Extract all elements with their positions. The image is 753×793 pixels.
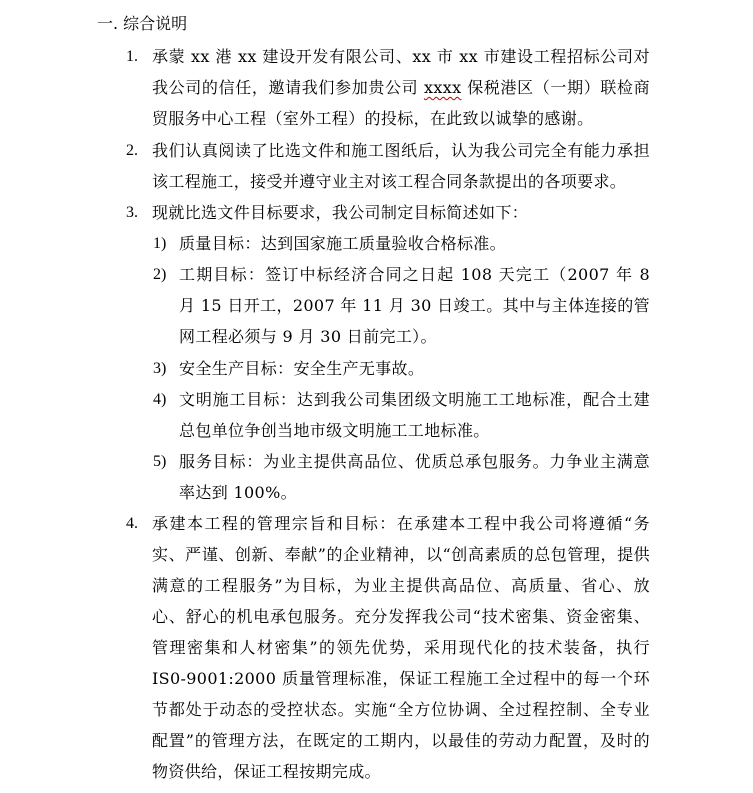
- sub-item-text: 文明施工目标：达到我公司集团级文明施工工地标准，配合土建总包单位争创当地市级文明施工工地标准。: [179, 390, 650, 440]
- sub-item-text: 质量目标：达到国家施工质量验收合格标准。: [179, 234, 507, 253]
- item-text: 现就比选文件目标要求，我公司制定目标简述如下：: [152, 203, 529, 222]
- sub-item-number: 4): [153, 391, 167, 408]
- sub-item-text: 服务目标：为业主提供高品位、优质总承包服务。力争业主满意率达到 100%。: [179, 452, 650, 502]
- sub-item-text: 工期目标：签订中标经济合同之日起 108 天完工（2007 年 8 月 15 日开工，2007 年 11 月 30 日竣工。其中与主体连接的管网工程必须与 9 月 30 日前完工）。: [179, 265, 650, 346]
- sub-item-number: 5): [153, 453, 167, 470]
- sub-item-number: 2): [153, 266, 167, 283]
- item-text: 我们认真阅读了比选文件和施工图纸后，认为我公司完全有能力承担该工程施工，接受并遵守业主对该工程合同条款提出的各项要求。: [152, 141, 650, 191]
- sub-item-number: 3): [153, 360, 167, 377]
- item-number: 3.: [126, 204, 138, 221]
- item-text: 承建本工程的管理宗旨和目标：在承建本工程中我公司将遵循“务实、严谨、创新、奉献”的企业精神，以“创高素质的总包管理，提供满意的工程服务”为目标，为业主提供高品位、高质量、省心、放心、舒心的机电承包服务。充分发挥我公司“技术密集、资金密集、管理密集和人材密集”的领先优势，采用现代化的技术装备，执行 IS0-9001:2000 质量管理标准，保证工程施工全过程中的每一个环节都处于动态的受控状态。实施“全方位协调、全过程控制、全专业配置”的管理方法，在既定的工期内，以最佳的劳动力配置，及时的物资供给，保证工程按期完成。: [152, 514, 650, 781]
- sub-item-text: 安全生产目标：安全生产无事故。: [179, 359, 425, 378]
- section-heading: 一. 综合说明: [97, 14, 188, 33]
- item-number: 4.: [126, 515, 138, 532]
- sub-item-number: 1): [153, 235, 167, 252]
- item-number: 2.: [126, 142, 138, 159]
- item-number: 1.: [126, 48, 138, 65]
- spellcheck-marked-word: xxxx: [424, 78, 462, 97]
- item-text: 承蒙 xx 港 xx 建设开发有限公司、xx 市 xx 市建设工程招标公司对我公司的信任，邀请我们参加贵公司 xxxx 保税港区（一期）联检商贸服务中心工程（室外工程）的投标，在此致以诚挚的感谢。: [152, 47, 650, 128]
